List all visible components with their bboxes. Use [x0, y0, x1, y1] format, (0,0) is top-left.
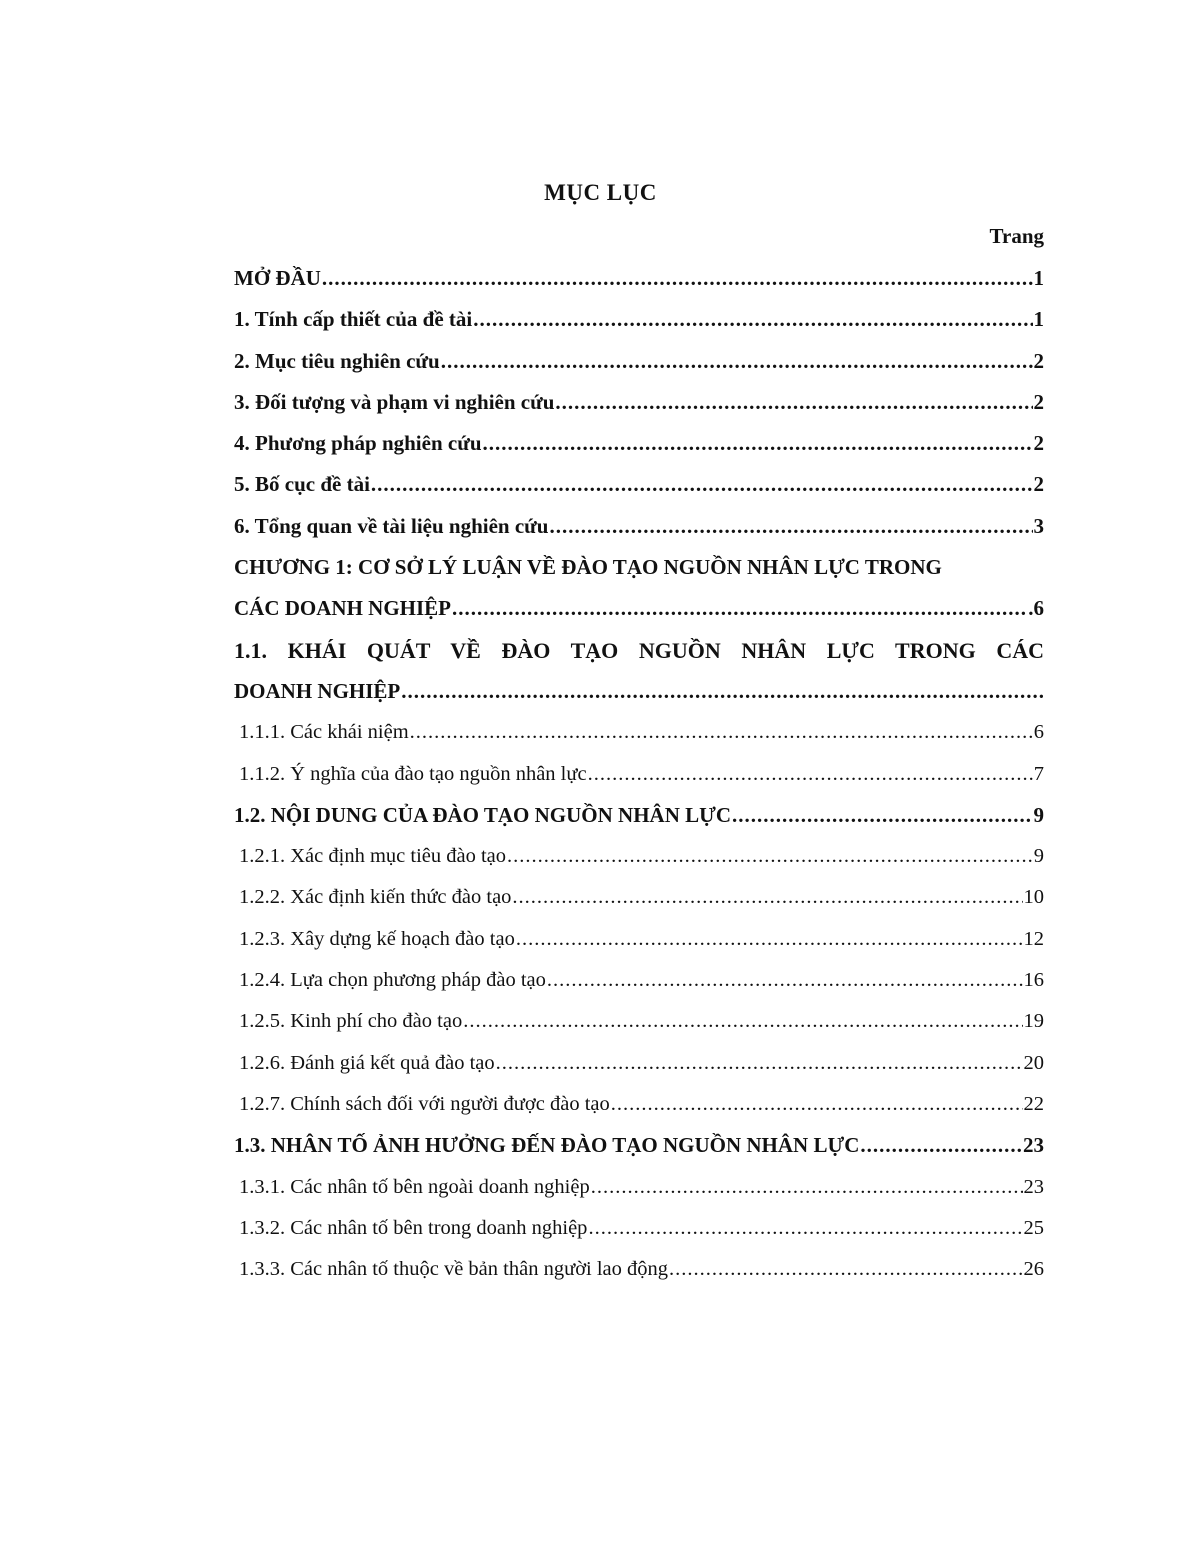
toc-entry-text: 5. Bố cục đề tài	[234, 472, 370, 497]
toc-entry-page: 7	[1033, 762, 1044, 785]
toc-entry-text: 1.1.1. Các khái niệm	[239, 721, 409, 744]
toc-entry-page: 10	[1023, 886, 1044, 909]
toc-entry[interactable]	[234, 1208, 1044, 1249]
toc-entry[interactable]	[234, 258, 1044, 299]
toc-entry-page: .6	[1028, 596, 1044, 621]
toc-entry-text: 1.1.2. Ý nghĩa của đào tạo nguồn nhân lực	[239, 762, 587, 785]
toc-entry-text: MỞ ĐẦU	[234, 266, 321, 290]
toc-entry-page: 20	[1023, 1051, 1044, 1074]
toc-entry[interactable]	[234, 754, 1044, 795]
toc-entry-page: 2	[1033, 389, 1044, 414]
toc-entry-page: 3	[1033, 513, 1044, 538]
toc-entry-text: 1.2.1. Xác định mục tiêu đào tạo	[239, 845, 507, 868]
toc-chapter-heading[interactable]	[234, 547, 1044, 588]
toc-entry[interactable]	[234, 877, 1044, 918]
toc-section-heading[interactable]	[234, 630, 1044, 671]
toc-entry-page: 1	[1033, 307, 1044, 332]
toc-entry[interactable]	[234, 795, 1044, 836]
dot-leader	[473, 299, 1032, 340]
toc-entry[interactable]	[234, 299, 1044, 340]
toc-entry[interactable]	[234, 464, 1044, 505]
toc-entry[interactable]	[234, 836, 1044, 877]
toc-entry-text: 1.2.7. Chính sách đối với người được đào tạo	[239, 1092, 610, 1115]
toc-entry[interactable]	[234, 382, 1044, 423]
dot-leader	[591, 1167, 1023, 1208]
toc-entry-text: 1.2.4. Lựa chọn phương pháp đào tạo	[239, 969, 546, 992]
toc-entry[interactable]	[234, 341, 1044, 382]
dot-leader	[555, 382, 1032, 423]
toc-entry-page: 9	[1033, 845, 1044, 868]
dot-leader	[507, 836, 1033, 877]
dot-leader	[512, 877, 1022, 918]
toc-entry[interactable]	[234, 1249, 1044, 1290]
toc-entry-text: 1.3. NHÂN TỐ ẢNH HƯỞNG ĐẾN ĐÀO TẠO NGUỒN NHÂN LỰC	[234, 1133, 860, 1158]
toc-entry[interactable]	[234, 506, 1044, 547]
dot-leader	[441, 341, 1033, 382]
dot-leader	[322, 258, 1033, 299]
toc-entry-page: 23	[1023, 1133, 1044, 1158]
dot-leader	[588, 1208, 1022, 1249]
dot-leader	[371, 464, 1033, 505]
toc-entry-text: 1.2.3. Xây dựng kế hoạch đào tạo	[239, 927, 515, 950]
toc-entry[interactable]	[234, 671, 1044, 712]
toc-entry-page: 26	[1023, 1258, 1044, 1281]
toc-entry-text: CHƯƠNG 1: CƠ SỞ LÝ LUẬN VỀ ĐÀO TẠO NGUỒN NHÂN LỰC TRONG	[234, 555, 942, 580]
toc-entry-text: 1.3.3. Các nhân tố thuộc về bản thân người lao động	[239, 1258, 669, 1281]
toc-entry[interactable]	[234, 1043, 1044, 1084]
toc-entry-text: 3. Đối tượng và phạm vi nghiên cứu	[234, 389, 555, 414]
dot-leader	[483, 423, 1033, 464]
toc-entry-page: 2	[1033, 472, 1044, 497]
toc-entry[interactable]	[234, 1084, 1044, 1125]
toc-entry-text: CÁC DOANH NGHIỆP	[234, 596, 452, 621]
dot-leader	[401, 671, 1043, 712]
dot-leader	[669, 1249, 1022, 1290]
dot-leader	[611, 1084, 1023, 1125]
toc-entry-text: DOANH NGHIỆP	[234, 678, 401, 703]
toc-entry-text: 1.2.6. Đánh giá kết quả đào tạo	[239, 1051, 495, 1074]
toc-entry-text: 2. Mục tiêu nghiên cứu	[234, 348, 440, 373]
dot-leader	[732, 795, 1032, 836]
toc-entry-page: 9	[1033, 802, 1044, 827]
dot-leader	[547, 960, 1023, 1001]
toc-entry-page: 1	[1033, 266, 1044, 290]
toc-entry-text: 1.3.1. Các nhân tố bên ngoài doanh nghiệp	[239, 1175, 590, 1198]
toc-entry[interactable]	[234, 1001, 1044, 1042]
toc-list	[234, 258, 1044, 1290]
dot-leader	[463, 1001, 1022, 1042]
toc-entry[interactable]	[234, 1167, 1044, 1208]
toc-entry-page: 2	[1033, 431, 1044, 456]
dot-leader	[410, 712, 1033, 753]
toc-title: MỤC LỤC	[544, 180, 657, 205]
page-column-label: Trang	[989, 224, 1044, 248]
toc-entry-page: 19	[1023, 1010, 1044, 1033]
dot-leader	[452, 588, 1027, 629]
toc-entry[interactable]	[234, 588, 1044, 629]
toc-entry[interactable]	[234, 1125, 1044, 1166]
toc-entry[interactable]	[234, 919, 1044, 960]
toc-entry-page: 2	[1033, 348, 1044, 373]
dot-leader	[496, 1043, 1023, 1084]
toc-entry-text: 4. Phương pháp nghiên cứu	[234, 431, 482, 456]
toc-entry-text: 1.2.2. Xác định kiến thức đào tạo	[239, 886, 512, 909]
dot-leader	[860, 1125, 1022, 1166]
toc-entry-page: 25	[1023, 1216, 1044, 1239]
toc-entry-page: 23	[1023, 1175, 1044, 1198]
dot-leader	[516, 919, 1023, 960]
toc-entry-page: 22	[1023, 1092, 1044, 1115]
toc-entry-page: 6	[1033, 721, 1044, 744]
toc-entry-page: 12	[1023, 927, 1044, 950]
toc-entry-page: 16	[1023, 969, 1044, 992]
toc-entry-text: 6. Tổng quan về tài liệu nghiên cứu	[234, 513, 549, 538]
dot-leader	[549, 506, 1032, 547]
toc-entry[interactable]	[234, 960, 1044, 1001]
toc-entry-text: 1. Tính cấp thiết của đề tài	[234, 307, 473, 332]
dot-leader	[588, 754, 1033, 795]
toc-entry[interactable]	[234, 423, 1044, 464]
toc-entry-text: 1.1. KHÁI QUÁT VỀ ĐÀO TẠO NGUỒN NHÂN LỰC TRONG CÁC	[234, 637, 1044, 663]
toc-entry-text: 1.3.2. Các nhân tố bên trong doanh nghiệp	[239, 1216, 588, 1239]
toc-entry-text: 1.2.5. Kinh phí cho đào tạo	[239, 1010, 463, 1033]
toc-entry[interactable]	[234, 712, 1044, 753]
toc-entry-text: 1.2. NỘI DUNG CỦA ĐÀO TẠO NGUỒN NHÂN LỰC	[234, 802, 732, 827]
